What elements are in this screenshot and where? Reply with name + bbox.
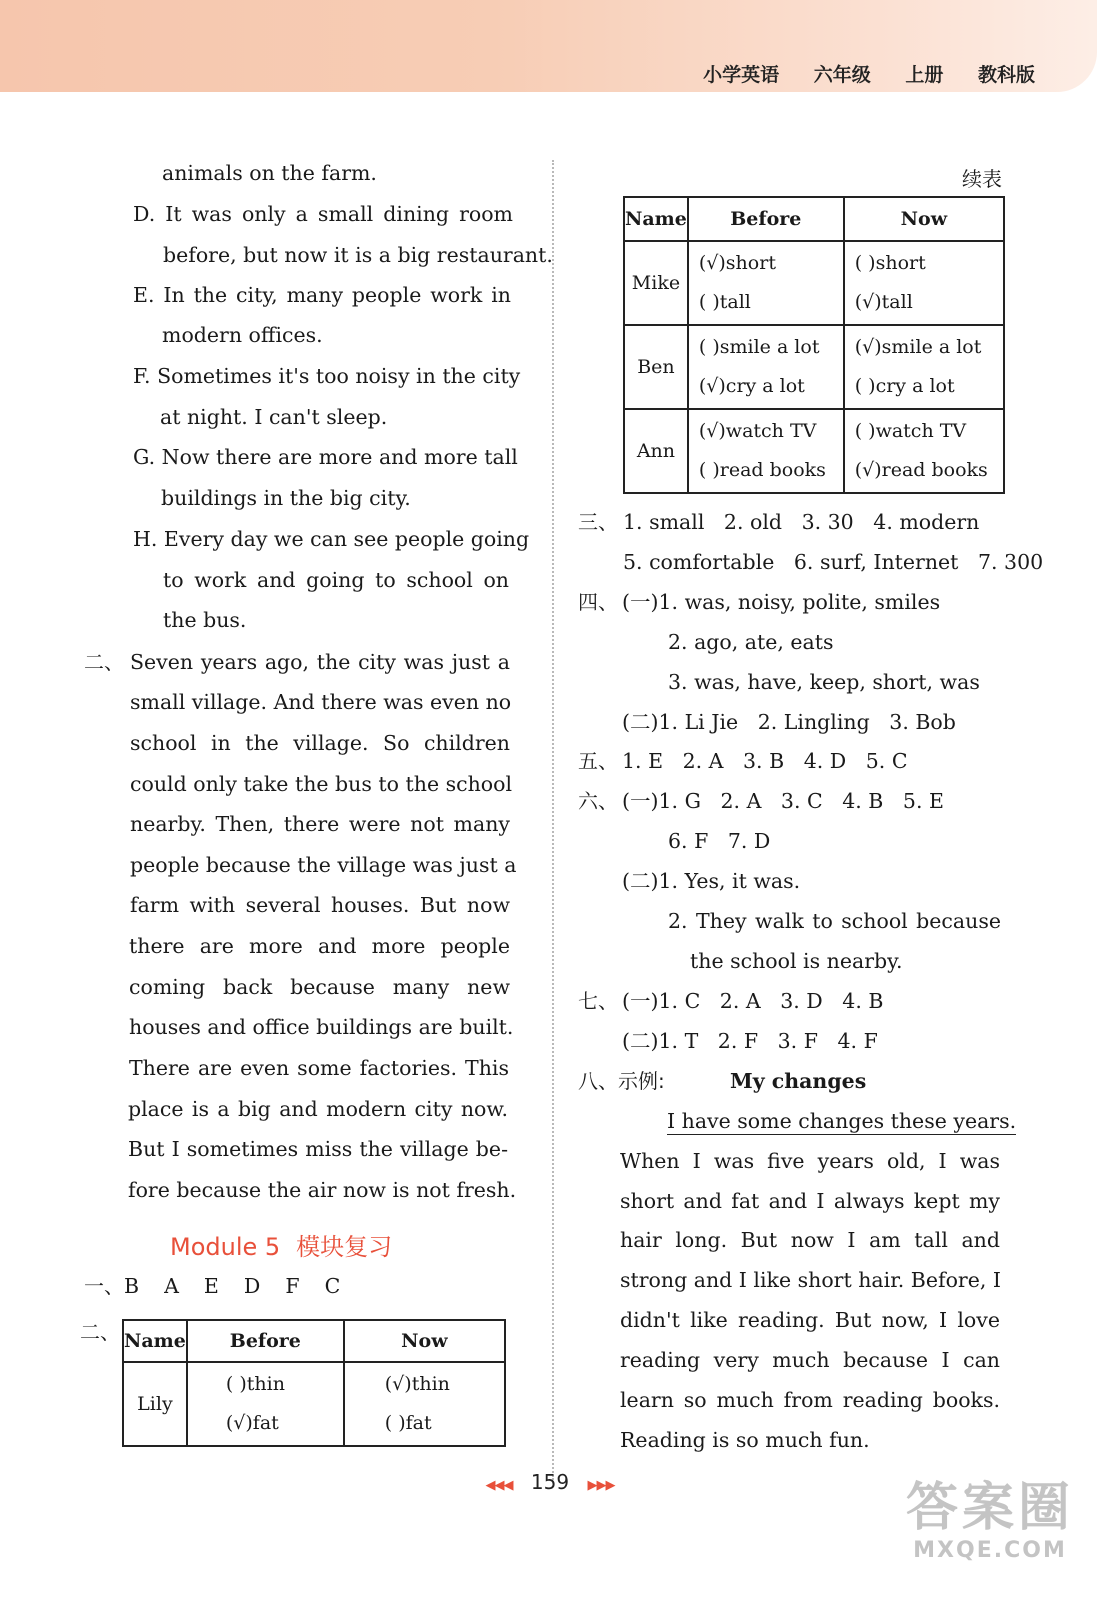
answer-line: (二)1. Yes, it was. bbox=[622, 869, 801, 893]
column-divider bbox=[552, 160, 554, 1480]
question-marker: 二、 bbox=[80, 1320, 120, 1344]
answer-line: F. Sometimes it's too noisy in the city bbox=[133, 364, 521, 388]
table-row bbox=[624, 325, 1004, 409]
table-cell-now bbox=[844, 241, 1004, 325]
module-title bbox=[170, 1227, 392, 1262]
answer-line: G. Now there are more and more tall bbox=[133, 445, 518, 469]
changes-table bbox=[122, 1319, 506, 1447]
answer-line: (二)1. T 2. F 3. F 4. F bbox=[622, 1029, 878, 1053]
answer-line: place is a big and modern city now. bbox=[128, 1097, 508, 1121]
option: ( )thin bbox=[225, 1373, 285, 1395]
answer-line: small village. And there was even no bbox=[130, 690, 512, 714]
option: (√)watch TV bbox=[698, 420, 817, 442]
answer-line: modern offices. bbox=[162, 323, 323, 347]
answer-line: buildings in the big city. bbox=[161, 486, 411, 510]
option: ( )fat bbox=[384, 1412, 432, 1434]
answer-line: 1. small 2. old 3. 30 4. modern bbox=[623, 510, 980, 534]
example-label: 示例: bbox=[618, 1069, 665, 1093]
option: ( )short bbox=[854, 252, 926, 274]
option: (√)smile a lot bbox=[854, 336, 982, 358]
table-header: Now bbox=[844, 197, 1004, 241]
question-marker: 六、 bbox=[578, 789, 618, 813]
table-cell-before bbox=[688, 409, 844, 493]
option: (√)thin bbox=[384, 1373, 450, 1395]
answer-line: 2. They walk to school because bbox=[668, 909, 1001, 933]
table-cell-name: Ann bbox=[624, 409, 688, 493]
table-cell-before bbox=[688, 241, 844, 325]
answer-line: 6. F 7. D bbox=[668, 829, 771, 853]
table-header: Name bbox=[624, 197, 688, 241]
essay-line: learn so much from reading books. bbox=[620, 1388, 1000, 1412]
table-header: Name bbox=[123, 1320, 187, 1362]
table-cell-name: Mike bbox=[624, 241, 688, 325]
table-cell-now bbox=[844, 325, 1004, 409]
essay-first-line-text: I have some changes these years. bbox=[667, 1109, 1017, 1133]
answer-line: 1. E 2. A 3. B 4. D 5. C bbox=[622, 749, 908, 773]
essay-first-line bbox=[667, 1107, 1016, 1135]
answer-line: houses and office buildings are built. bbox=[129, 1015, 514, 1039]
answer-line: people because the village was just a bbox=[130, 853, 517, 877]
option: ( )watch TV bbox=[854, 420, 967, 442]
changes-table-continued bbox=[623, 196, 1005, 494]
essay-line: short and fat and I always kept my bbox=[620, 1189, 1000, 1213]
option: (√)tall bbox=[854, 291, 913, 313]
table-cell-name: Ben bbox=[624, 325, 688, 409]
next-arrows-icon: ▶▶▶ bbox=[587, 1478, 615, 1493]
answer-line: nearby. Then, there were not many bbox=[130, 812, 510, 836]
answer-line: But I sometimes miss the village be- bbox=[128, 1137, 508, 1161]
subject-label: 小学英语 bbox=[703, 64, 780, 86]
option: ( )read books bbox=[698, 459, 826, 481]
continued-label: 续表 bbox=[962, 167, 1002, 191]
option: ( )cry a lot bbox=[854, 375, 955, 397]
answer-line: school in the village. So children bbox=[130, 731, 510, 755]
answer-line: to work and going to school on bbox=[163, 568, 509, 592]
answer-line: (一)1. C 2. A 3. D 4. B bbox=[622, 989, 884, 1013]
table-header: Before bbox=[187, 1320, 344, 1362]
answer-line: 3. was, have, keep, short, was bbox=[668, 670, 980, 694]
answer-line: (一)1. was, noisy, polite, smiles bbox=[622, 590, 941, 614]
option: (√)read books bbox=[854, 459, 988, 481]
answer-line: there are more and more people bbox=[129, 934, 510, 958]
prev-arrows-icon: ◀◀◀ bbox=[485, 1478, 513, 1493]
page-number bbox=[455, 1470, 645, 1494]
answer-line: the bus. bbox=[163, 608, 247, 632]
table-cell-now bbox=[344, 1362, 505, 1446]
answer-line: coming back because many new bbox=[129, 975, 510, 999]
option: ( )smile a lot bbox=[698, 336, 820, 358]
table-cell-before bbox=[688, 325, 844, 409]
option: ( )tall bbox=[698, 291, 751, 313]
answer-line: animals on the farm. bbox=[162, 161, 377, 185]
grade-label: 六年级 bbox=[813, 64, 871, 86]
essay-line: hair long. But now I am tall and bbox=[620, 1228, 1000, 1252]
book-info bbox=[689, 60, 1035, 87]
answer-line: the school is nearby. bbox=[690, 949, 903, 973]
answer-line: could only take the bus to the school bbox=[130, 772, 513, 796]
question-marker: 五、 bbox=[578, 749, 618, 773]
table-header: Now bbox=[344, 1320, 505, 1362]
question-marker: 八、 bbox=[578, 1069, 618, 1093]
table-row bbox=[624, 409, 1004, 493]
essay-line: When I was five years old, I was bbox=[620, 1149, 1000, 1173]
answer-line: (二)1. Li Jie 2. Lingling 3. Bob bbox=[622, 710, 956, 734]
table-header: Before bbox=[688, 197, 844, 241]
watermark-logo-text: 答案圈 bbox=[905, 1478, 1074, 1538]
module-subtitle: 模块复习 bbox=[296, 1233, 393, 1261]
table-row bbox=[624, 241, 1004, 325]
table-cell-before bbox=[187, 1362, 344, 1446]
question-marker: 七、 bbox=[578, 989, 618, 1013]
essay-title: My changes bbox=[730, 1069, 867, 1093]
answer-line: 2. ago, ate, eats bbox=[668, 630, 834, 654]
watermark-url: MXQE.COM bbox=[913, 1538, 1067, 1563]
essay-line: strong and I like short hair. Before, I bbox=[620, 1268, 1001, 1292]
answer-line: E. In the city, many people work in bbox=[133, 283, 511, 307]
question-marker: 二、 bbox=[84, 650, 124, 674]
volume-label: 上册 bbox=[905, 64, 944, 86]
module-name: Module 5 bbox=[170, 1233, 281, 1261]
table-cell-name: Lily bbox=[123, 1362, 187, 1446]
question-marker: 一、 bbox=[84, 1274, 124, 1298]
answer-line: farm with several houses. But now bbox=[130, 893, 510, 917]
option: (√)fat bbox=[225, 1412, 279, 1434]
edition-label: 教科版 bbox=[977, 64, 1035, 86]
question-marker: 三、 bbox=[578, 510, 618, 534]
question-marker: 四、 bbox=[578, 590, 618, 614]
site-watermark bbox=[900, 1478, 1080, 1588]
answer-line: before, but now it is a big restaurant. bbox=[163, 243, 553, 267]
essay-line: didn't like reading. But now, I love bbox=[620, 1308, 1000, 1332]
answer-line: D. It was only a small dining room bbox=[133, 202, 513, 226]
essay-line: reading very much because I can bbox=[620, 1348, 1000, 1372]
answer-line: H. Every day we can see people going bbox=[133, 527, 530, 551]
page-number-text: 159 bbox=[530, 1470, 570, 1494]
essay-line: Reading is so much fun. bbox=[620, 1428, 870, 1452]
answer-line: (一)1. G 2. A 3. C 4. B 5. E bbox=[622, 789, 944, 813]
answer-line: 5. comfortable 6. surf, Internet 7. 300 bbox=[623, 550, 1044, 574]
option: (√)cry a lot bbox=[698, 375, 805, 397]
answer-line: at night. I can't sleep. bbox=[160, 405, 388, 429]
answer-line: There are even some factories. This bbox=[129, 1056, 509, 1080]
answer-line: fore because the air now is not fresh. bbox=[128, 1178, 517, 1202]
answer-line: Seven years ago, the city was just a bbox=[130, 650, 510, 674]
answer-line: B A E D F C bbox=[124, 1274, 341, 1298]
option: (√)short bbox=[698, 252, 776, 274]
table-cell-now bbox=[844, 409, 1004, 493]
table-row bbox=[123, 1362, 505, 1446]
